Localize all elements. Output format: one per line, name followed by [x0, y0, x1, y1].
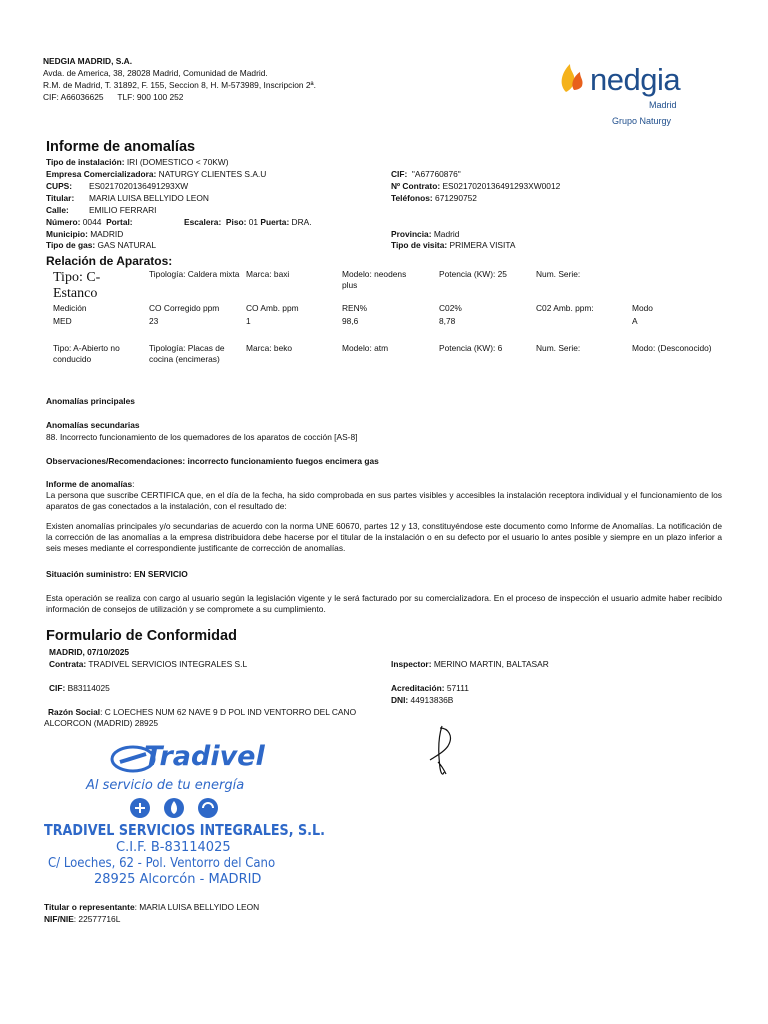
nedgia-logo: [556, 58, 686, 130]
a1-modo-value: A: [632, 316, 638, 326]
paragraph-operacion: Esta operación se realiza con cargo al usuario según la legislación vigente y le será facturado por su comercializadora. En el proceso de inspección el usuario admite haber recibido información de consejos de utilización y se compromete a su cumplimiento.: [46, 593, 722, 614]
row-tipo-instalacion: Tipo de instalación: IRI (DOMESTICO < 70KW): [46, 157, 229, 167]
logo-brand: nedgia: [590, 62, 681, 97]
a1-potencia: Potencia (KW): 25: [439, 269, 507, 279]
a1-co-corregido-label: CO Corregido ppm: [149, 303, 220, 313]
a1-co-amb-label: CO Amb. ppm: [246, 303, 299, 313]
a2-tipologia: Tipología: Placas de cocina (encimeras): [149, 343, 225, 364]
row-cif-contrata: CIF: B83114025: [49, 683, 110, 693]
a2-marca: Marca: beko: [246, 343, 293, 353]
informe-anomalias-heading: Informe de anomalías:: [46, 479, 135, 489]
row-dni: DNI: 44913836B: [391, 695, 454, 705]
a1-ren-value: 98,6: [342, 316, 359, 326]
paragraph-certifica: La persona que suscribe CERTIFICA que, en el día de la fecha, ha sido comprobada en sus partes visibles y accesibles la instalación receptora individual y el funcionamiento de los aparatos de gas conectados a la instalación, con el resultado de:: [46, 490, 722, 511]
paragraph-anomalias: Existen anomalías principales y/o secundarias de acuerdo con la norma UNE 60670, partes 12 y 13, constituyéndose este documento como Informe de Anomalías. La notificación de la corrección de las anomalías a la empresa distribuidora debe hacerse por el titular de la instalación o en su defecto por el usuario lo antes posible y siempre en un plazo inferior a seis meses mediante el correspondiente justificante de corrección de anomalías.: [46, 521, 722, 553]
stamp-tagline: Al servicio de tu energía: [86, 778, 245, 793]
logo-city: Madrid: [649, 100, 677, 110]
logo-group: Grupo Naturgy: [612, 116, 672, 126]
company-registry: R.M. de Madrid, T. 31892, F. 155, Seccion 8, H. M-573989, Inscripcion 2ª.: [43, 80, 316, 90]
company-address: Avda. de America, 38, 28028 Madrid, Comunidad de Madrid.: [43, 68, 268, 78]
observaciones: Observaciones/Recomendaciones: incorrecto funcionamiento fuegos encimera gas: [46, 456, 379, 466]
row-tipo-gas: Tipo de gas: GAS NATURAL: [46, 240, 156, 250]
anomalia-secundaria-item: 88. Incorrecto funcionamiento de los quemadores de los aparatos de cocción [AS-8]: [46, 432, 358, 442]
row-tipo-visita: Tipo de visita: PRIMERA VISITA: [391, 240, 516, 250]
stamp-address2: 28925 Alcorcón - MADRID: [94, 872, 262, 887]
row-escalera: Escalera: Piso: 01 Puerta: DRA.: [184, 217, 312, 227]
a2-modo: Modo: (Desconocido): [632, 343, 712, 353]
a1-serie: Num. Serie:: [536, 269, 581, 279]
a2-serie: Num. Serie:: [536, 343, 581, 353]
a1-medicion-value: MED: [53, 316, 72, 326]
row-cif: CIF: "A67760876": [391, 169, 461, 179]
titular-value: MARIA LUISA BELLYIDO LEON: [89, 193, 209, 203]
conformidad-fecha: MADRID, 07/10/2025: [49, 647, 130, 657]
aparatos-title: Relación de Aparatos:: [46, 254, 173, 268]
row-provincia: Provincia: Madrid: [391, 229, 460, 239]
stamp-company: TRADIVEL SERVICIOS INTEGRALES, S.L.: [44, 821, 326, 839]
stamp-service-icons: [126, 796, 226, 820]
stamp-cif: C.I.F. B-83114025: [116, 840, 231, 855]
conformidad-title: Formulario de Conformidad: [46, 628, 237, 644]
titular-label: Titular:: [46, 193, 75, 203]
row-acreditacion: Acreditación: 57111: [391, 683, 469, 693]
anomalias-principales: Anomalías principales: [46, 396, 135, 406]
a1-c02-amb-label: C02 Amb. ppm:: [536, 303, 594, 313]
a1-modo-label: Modo: [632, 303, 653, 313]
a1-co-corregido-value: 23: [149, 316, 159, 326]
a1-co2-value: 8,78: [439, 316, 456, 326]
row-empresa: Empresa Comercializadora: NATURGY CLIENTES S.A.U: [46, 169, 267, 179]
company-name: NEDGIA MADRID, S.A.: [43, 56, 133, 66]
calle-value: EMILIO FERRARI: [89, 205, 157, 215]
a1-co2-label: C02%: [439, 303, 462, 313]
row-numero: Número: 0044 Portal:: [46, 217, 133, 227]
a2-modelo: Modelo: atm: [342, 343, 389, 353]
a1-co-amb-value: 1: [246, 316, 251, 326]
row-municipio: Municipio: MADRID: [46, 229, 124, 239]
company-cif-tel: CIF: A66036625 TLF: 900 100 252: [43, 92, 184, 102]
report-title: Informe de anomalías: [46, 139, 196, 155]
row-inspector: Inspector: MERINO MARTIN, BALTASAR: [391, 659, 549, 669]
cups-label: CUPS:: [46, 181, 73, 191]
calle-label: Calle:: [46, 205, 69, 215]
row-contrato: Nº Contrato: ES0217020136491293XW0012: [391, 181, 561, 191]
a1-medicion-label: Medición: [53, 303, 87, 313]
stamp-brand: Tradivel: [144, 741, 265, 772]
a1-tipo: Tipo: C-Estanco: [53, 270, 101, 301]
cups-value: ES0217020136491293XW: [89, 181, 189, 191]
a2-potencia: Potencia (KW): 6: [439, 343, 503, 353]
a1-marca: Marca: baxi: [246, 269, 290, 279]
a1-tipologia: Tipología: Caldera mixta: [149, 269, 240, 279]
stamp-address1: C/ Loeches, 62 - Pol. Ventorro del Cano: [48, 856, 276, 871]
row-contrata: Contrata: TRADIVEL SERVICIOS INTEGRALES S.L: [49, 659, 248, 669]
row-titular-representante: Titular o representante: MARIA LUISA BELLYIDO LEON: [44, 902, 260, 912]
row-telefonos: Teléfonos: 671290752: [391, 193, 477, 203]
a1-ren-label: REN%: [342, 303, 368, 313]
row-nif: NIF/NIE: 22577716L: [44, 914, 121, 924]
situacion-suministro: Situación suministro: EN SERVICIO: [46, 569, 188, 579]
company-stamp: [40, 740, 326, 890]
row-razon-social: Razón Social: C LOECHES NUM 62 NAVE 9 D POL IND VENTORRO DEL CANO ALCORCON (MADRID) 28925: [44, 707, 357, 728]
inspector-signature: [424, 722, 464, 778]
a2-tipo: Tipo: A-Abierto no conducido: [53, 343, 120, 364]
anomalias-secundarias: Anomalías secundarias: [46, 420, 140, 430]
flame-icon: [556, 60, 592, 96]
a1-modelo: Modelo: neodens plus: [342, 269, 407, 290]
